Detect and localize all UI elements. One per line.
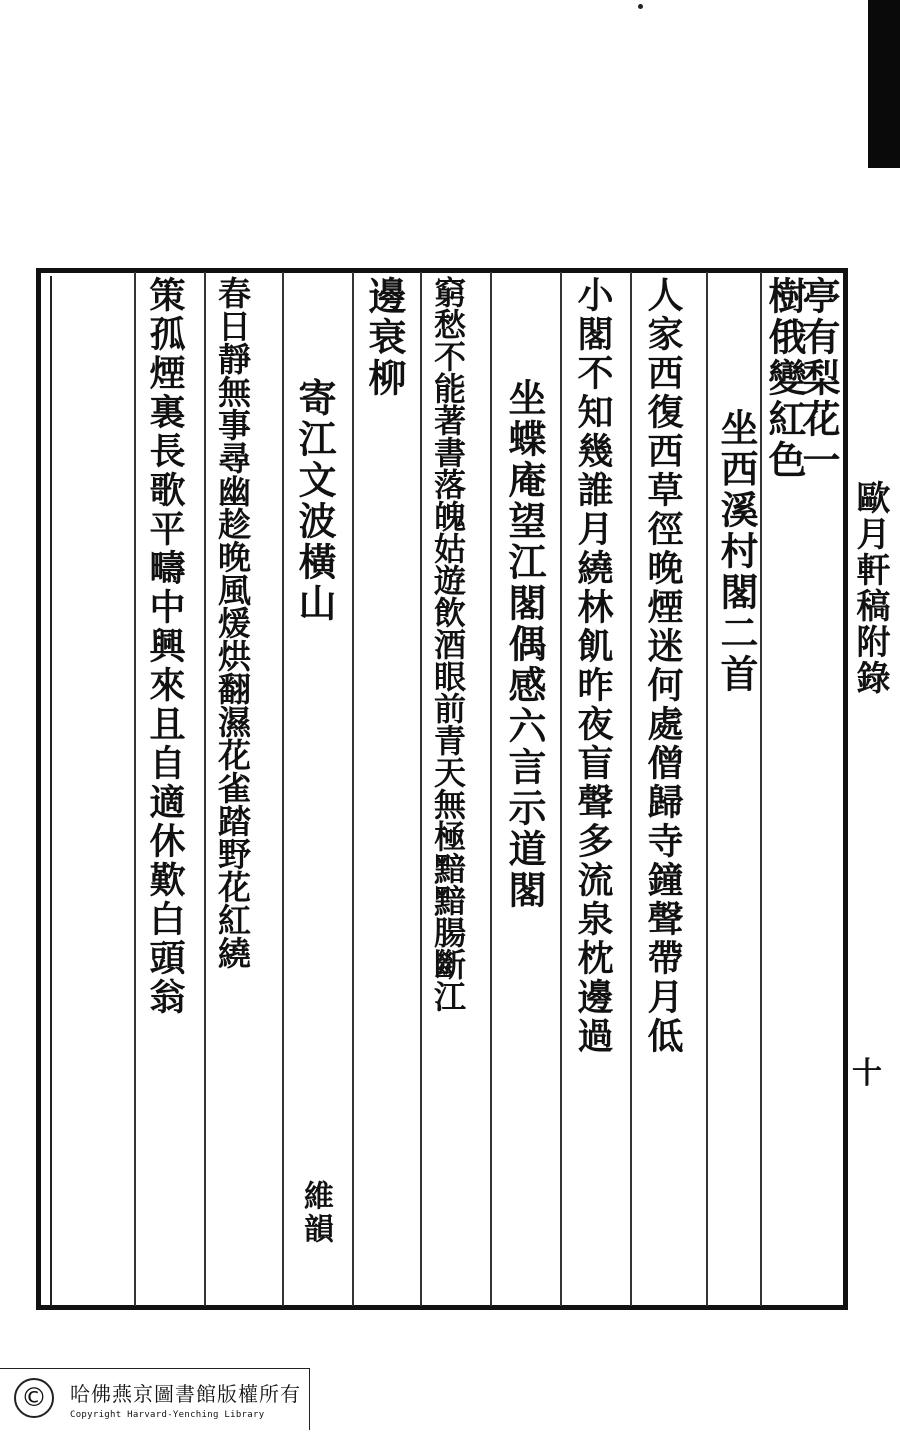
column-rule <box>420 272 422 1306</box>
text-column-1: 亭有梨花一 <box>796 276 841 481</box>
text-column-5: 小閣不知幾誰月繞林飢昨夜盲聲多流泉枕邊過 <box>572 276 614 1056</box>
text-column-4: 人家西復西草徑晚煙迷何處僧歸寺鐘聲帶月低 <box>642 276 684 1056</box>
text-column-8: 邊衰柳 <box>362 276 407 399</box>
text-column-12: 策孤煙裏長歌平疇中興來且自適休歎白頭翁 <box>144 276 186 1017</box>
column-rule <box>490 272 492 1306</box>
column-rule <box>282 272 284 1306</box>
column-rule <box>204 272 206 1306</box>
copyright-chinese: 哈佛燕京圖書館版權所有 <box>70 1382 301 1406</box>
copyright-icon: © <box>14 1378 54 1418</box>
column-rule <box>134 272 136 1306</box>
column-rule <box>706 272 708 1306</box>
text-column-2: 樹俄變紅色 <box>762 276 807 481</box>
column-rule <box>560 272 562 1306</box>
poem-title-2: 坐蝶庵望江閣偶感六言示道閣 <box>502 378 547 911</box>
copyright-english: Copyright Harvard-Yenching Library <box>70 1410 265 1420</box>
margin-title: 歐月軒稿附錄 <box>850 480 890 696</box>
column-rule <box>352 272 354 1306</box>
rhyme-note: 維韻 <box>298 1180 333 1246</box>
column-rule <box>630 272 632 1306</box>
text-column-11: 春日靜無事尋幽趁晚風煖烘翻濕花雀踏野花紅繞 <box>213 276 252 969</box>
poem-title-1: 坐西溪村閣二首 <box>714 408 759 695</box>
text-column-7: 窮愁不能著書落魄姑遊飲酒眼前青天無極黯黯腸斷江 <box>429 276 467 1012</box>
ink-dot <box>638 4 643 9</box>
frame-inner-rule <box>50 276 52 1306</box>
page-edge-bar <box>868 0 900 168</box>
poem-title-3: 寄江文波橫山 <box>292 378 337 624</box>
page-number: 十 <box>852 1056 882 1091</box>
